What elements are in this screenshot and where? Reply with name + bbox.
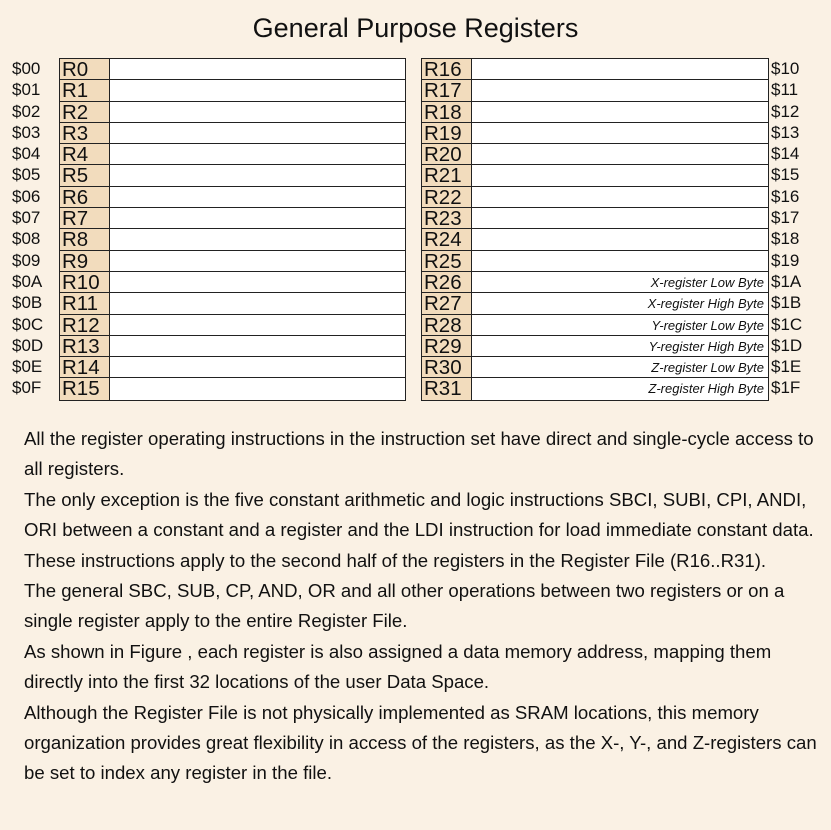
register-row bbox=[60, 144, 405, 165]
register-row bbox=[422, 59, 768, 80]
register-row bbox=[60, 208, 405, 229]
register-name: R1 bbox=[60, 80, 110, 100]
register-name: R29 bbox=[422, 336, 472, 356]
address-label: $03 bbox=[12, 122, 41, 142]
register-name: R3 bbox=[60, 123, 110, 143]
register-name: R23 bbox=[422, 208, 472, 228]
register-row bbox=[60, 293, 405, 314]
address-label: $04 bbox=[12, 144, 41, 164]
address-label: $0B bbox=[12, 293, 43, 313]
register-row bbox=[422, 336, 768, 357]
register-row bbox=[60, 336, 405, 357]
address-label: $0D bbox=[12, 335, 44, 355]
register-name: R22 bbox=[422, 187, 472, 207]
register-name: R16 bbox=[422, 59, 472, 79]
address-label: $1A bbox=[771, 271, 802, 291]
page-title: General Purpose Registers bbox=[252, 13, 579, 43]
register-note: Z-register High Byte bbox=[648, 381, 764, 397]
register-name: R25 bbox=[422, 251, 472, 271]
address-label: $0E bbox=[12, 357, 43, 377]
register-name: R20 bbox=[422, 144, 472, 164]
register-row bbox=[422, 80, 768, 101]
register-table-high bbox=[421, 58, 769, 401]
address-label: $14 bbox=[771, 144, 800, 164]
register-row bbox=[422, 144, 768, 165]
register-row bbox=[60, 59, 405, 80]
register-row bbox=[60, 123, 405, 144]
register-name: R0 bbox=[60, 59, 110, 79]
address-label: $0F bbox=[12, 378, 42, 398]
register-note: Y-register High Byte bbox=[648, 338, 764, 354]
register-row bbox=[422, 208, 768, 229]
register-name: R12 bbox=[60, 315, 110, 335]
register-row bbox=[422, 165, 768, 186]
register-note: X-register High Byte bbox=[647, 296, 764, 312]
address-label: $09 bbox=[12, 250, 41, 270]
register-row bbox=[60, 80, 405, 101]
register-row bbox=[422, 102, 768, 123]
register-note: Z-register Low Byte bbox=[651, 360, 764, 376]
register-row bbox=[422, 378, 768, 399]
register-row bbox=[60, 357, 405, 378]
register-row bbox=[60, 102, 405, 123]
address-label: $1F bbox=[771, 378, 801, 398]
address-label: $1B bbox=[771, 293, 802, 313]
right-address-column bbox=[771, 58, 821, 399]
register-name: R19 bbox=[422, 123, 472, 143]
register-row bbox=[422, 187, 768, 208]
register-row bbox=[60, 272, 405, 293]
register-name: R9 bbox=[60, 251, 110, 271]
address-label: $1C bbox=[771, 314, 803, 334]
register-row bbox=[422, 251, 768, 272]
address-label: $02 bbox=[12, 101, 41, 121]
register-row bbox=[422, 315, 768, 336]
address-label: $15 bbox=[771, 165, 800, 185]
register-name: R14 bbox=[60, 357, 110, 377]
register-name: R11 bbox=[60, 293, 110, 313]
register-row bbox=[422, 357, 768, 378]
register-row bbox=[60, 165, 405, 186]
register-row bbox=[422, 272, 768, 293]
paragraph: The general SBC, SUB, CP, AND, OR and all other operations between two registers or on a single register apply to the entire Register File. bbox=[24, 580, 785, 632]
register-name: R15 bbox=[60, 378, 110, 399]
paragraph: All the register operating instructions in the instruction set have direct and single-cycle access to all registers. bbox=[24, 428, 814, 480]
register-name: R6 bbox=[60, 187, 110, 207]
register-name: R31 bbox=[422, 378, 472, 399]
register-name: R4 bbox=[60, 144, 110, 164]
register-row bbox=[60, 187, 405, 208]
register-note: Y-register Low Byte bbox=[651, 317, 764, 333]
register-name: R10 bbox=[60, 272, 110, 292]
register-name: R8 bbox=[60, 229, 110, 249]
address-label: $13 bbox=[771, 122, 800, 142]
register-row bbox=[60, 229, 405, 250]
register-row bbox=[60, 251, 405, 272]
paragraph: The only exception is the five constant arithmetic and logic instructions SBCI, SUBI, CPI, ANDI, ORI between a constant and a register and the LDI instruction for load immediate constant data. These instructions apply to the second half of the registers in the Register File (R16..R31). bbox=[24, 488, 814, 571]
address-label: $10 bbox=[771, 59, 800, 78]
register-name: R17 bbox=[422, 80, 472, 100]
register-row bbox=[422, 293, 768, 314]
register-name: R26 bbox=[422, 272, 472, 292]
register-name: R30 bbox=[422, 357, 472, 377]
address-label: $1D bbox=[771, 335, 803, 355]
address-label: $1E bbox=[771, 357, 802, 377]
register-name: R28 bbox=[422, 315, 472, 335]
address-label: $19 bbox=[771, 250, 800, 270]
address-label: $08 bbox=[12, 229, 41, 249]
address-label: $00 bbox=[12, 59, 41, 78]
address-label: $11 bbox=[771, 80, 799, 100]
address-label: $07 bbox=[12, 208, 41, 228]
address-label: $0C bbox=[12, 314, 44, 334]
register-row bbox=[60, 315, 405, 336]
register-name: R2 bbox=[60, 102, 110, 122]
register-name: R5 bbox=[60, 165, 110, 185]
register-row bbox=[422, 229, 768, 250]
address-label: $18 bbox=[771, 229, 800, 249]
address-label: $16 bbox=[771, 186, 800, 206]
description-text bbox=[12, 424, 820, 789]
address-label: $01 bbox=[12, 80, 41, 100]
register-note: X-register Low Byte bbox=[650, 274, 764, 290]
register-name: R18 bbox=[422, 102, 472, 122]
register-row bbox=[60, 378, 405, 399]
register-name: R27 bbox=[422, 293, 472, 313]
address-label: $17 bbox=[771, 208, 800, 228]
left-address-column bbox=[12, 58, 60, 399]
register-name: R24 bbox=[422, 229, 472, 249]
paragraph: As shown in Figure , each register is also assigned a data memory address, mapping them directly into the first 32 locations of the user Data Space. bbox=[24, 640, 772, 693]
address-label: $06 bbox=[12, 186, 41, 206]
register-name: R7 bbox=[60, 208, 110, 228]
address-label: $12 bbox=[771, 101, 800, 121]
address-label: $05 bbox=[12, 165, 41, 185]
register-row bbox=[422, 123, 768, 144]
register-table-low bbox=[59, 58, 406, 401]
register-name: R13 bbox=[60, 336, 110, 356]
register-name: R21 bbox=[422, 165, 472, 185]
address-label: $0A bbox=[12, 271, 43, 291]
paragraph: Although the Register File is not physically implemented as SRAM locations, this memory organization provides great flexibility in access of the registers, as the X-, Y-, and Z-registers can be set to index any register in the file. bbox=[24, 701, 817, 784]
